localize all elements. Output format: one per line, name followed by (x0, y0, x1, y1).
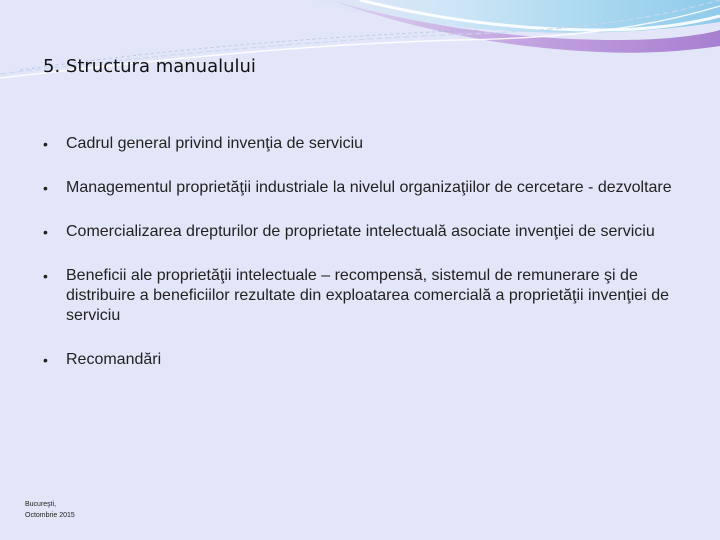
slide-footer (25, 499, 105, 521)
bullet-text: Cadrul general privind invenţia de serviciu (66, 135, 364, 152)
footer-location: Bucureşti, (25, 501, 57, 508)
bullet-item (40, 266, 680, 326)
bullet-text: Managementul proprietăţii industriale la nivelul organizaţiilor de cercetare - dezvoltare (66, 179, 672, 196)
bullet-item (40, 178, 680, 198)
bullet-marker: • (43, 268, 48, 284)
slide-title: 5. Structura manualului (43, 56, 256, 77)
bullet-marker: • (43, 136, 48, 152)
bullet-text: Comercializarea drepturilor de proprietate intelectuală asociate invenţiei de serviciu (66, 223, 655, 240)
bullet-marker: • (43, 224, 48, 240)
footer-date: Octombrie 2015 (25, 512, 75, 519)
bullet-item (40, 350, 680, 370)
bullet-marker: • (43, 180, 48, 196)
bullet-marker: • (43, 352, 48, 368)
bullet-text: Recomandări (66, 351, 162, 368)
bullet-list (40, 134, 680, 394)
bullet-text: Beneficii ale proprietăţii intelectuale – recompensă, sistemul de remunerare şi de distribuire a beneficiilor rezultate din exploatarea comercială a proprietăţii invenţiei de serviciu (66, 267, 669, 324)
bullet-item (40, 134, 680, 154)
bullet-item (40, 222, 680, 242)
